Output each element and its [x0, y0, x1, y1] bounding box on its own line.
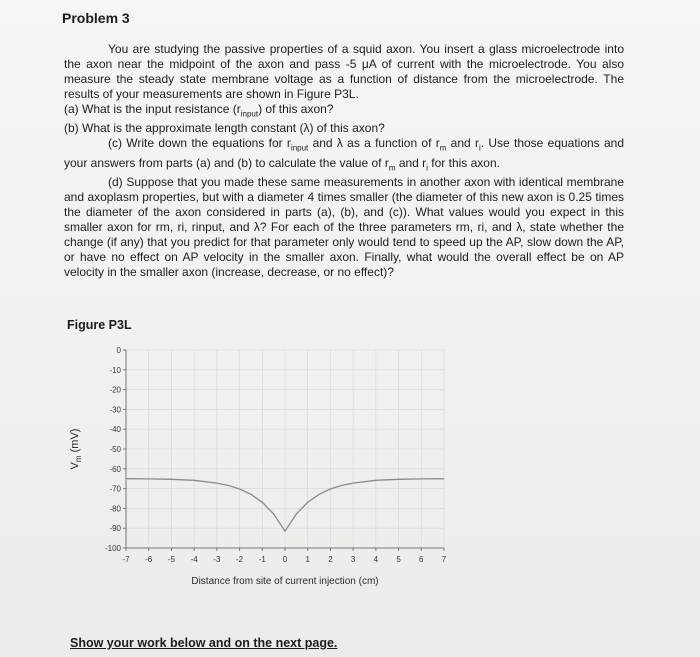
- problem-title: Problem 3: [62, 10, 130, 26]
- y-tick-label: -10: [109, 365, 121, 375]
- y-tick-labels: [105, 346, 122, 553]
- y-tick-label: -70: [109, 484, 121, 494]
- x-tick-label: -2: [236, 555, 244, 564]
- y-tick-label: 0: [116, 346, 121, 355]
- y-axis-label: $V_m$ (mV): [69, 428, 83, 470]
- footer-instruction: Show your work below and on the next page.: [70, 636, 338, 650]
- y-tick-label: -40: [109, 425, 121, 435]
- figure-chart: [64, 336, 484, 588]
- x-tick-label: -3: [213, 555, 221, 564]
- problem-text: [64, 42, 624, 280]
- y-tick-label: -50: [109, 445, 121, 454]
- y-tick-label: -90: [109, 524, 121, 534]
- chart-grid: [126, 350, 444, 548]
- x-tick-label: -1: [258, 555, 266, 564]
- x-tick-label: 7: [441, 555, 447, 564]
- x-tick-label: 0: [282, 555, 288, 564]
- x-tick-label: 1: [305, 555, 310, 564]
- x-tick-label: -5: [167, 555, 175, 564]
- x-tick-label: 3: [350, 555, 356, 564]
- question-d: (d) Suppose that you made these same measurements in another axon with identical membrane and axoplasm properties, but with a diameter 4 times smaller (the diameter of this new axon is 0.25 times the diameter of the axon considered in parts (a), (b), and (c)). What values would you expect in this smaller axon for rm, ri, rinput, and λ? For each of the three parameters rm, ri, and λ, state whether the change (if any) that you predict for that parameter only would tend to speed up the AP, slow down the AP, or have no effect on AP velocity in the smaller axon. Finally, what would the overall effect be on AP velocity in the smaller axon (increase, decrease, or no effect)?: [64, 175, 624, 280]
- question-c: (c) Write down the equations for $r_{input}$ and λ as a function of $r_m$ and $r_i$. Use those equations and your answers from parts (a) and (b) to calculate the value of $r_m$ and $r_i$ for this axon.: [64, 136, 624, 173]
- y-tick-label: -30: [109, 405, 121, 415]
- y-tick-label: -100: [104, 544, 121, 553]
- y-tick-label: -20: [109, 385, 121, 395]
- x-tick-label: 5: [396, 555, 401, 564]
- y-tick-label: -60: [109, 464, 121, 474]
- x-tick-labels: [122, 555, 446, 564]
- x-tick-label: -4: [190, 555, 198, 564]
- figure-label: Figure P3L: [67, 318, 132, 332]
- x-tick-label: 4: [373, 555, 379, 564]
- question-a: (a) What is the input resistance $(r_{input})$ of this axon?: [64, 102, 334, 119]
- x-tick-label: 2: [328, 555, 333, 564]
- x-tick-label: -7: [122, 555, 130, 564]
- question-b: (b) What is the approximate length constant (λ) of this axon?: [64, 121, 385, 136]
- intro-paragraph: You are studying the passive properties of a squid axon. You insert a glass microelectrode into the axon near the midpoint of the axon and pass -5 μA of current with the microelectrode. You also measure the steady state membrane voltage as a function of distance from the microelectrode. The results of your measurements are shown in Figure P3L.: [64, 42, 624, 101]
- x-axis-label: Distance from site of current injection (cm): [191, 576, 379, 587]
- y-tick-label: -80: [109, 504, 121, 514]
- x-tick-label: -6: [145, 555, 153, 564]
- x-tick-label: 6: [419, 555, 424, 564]
